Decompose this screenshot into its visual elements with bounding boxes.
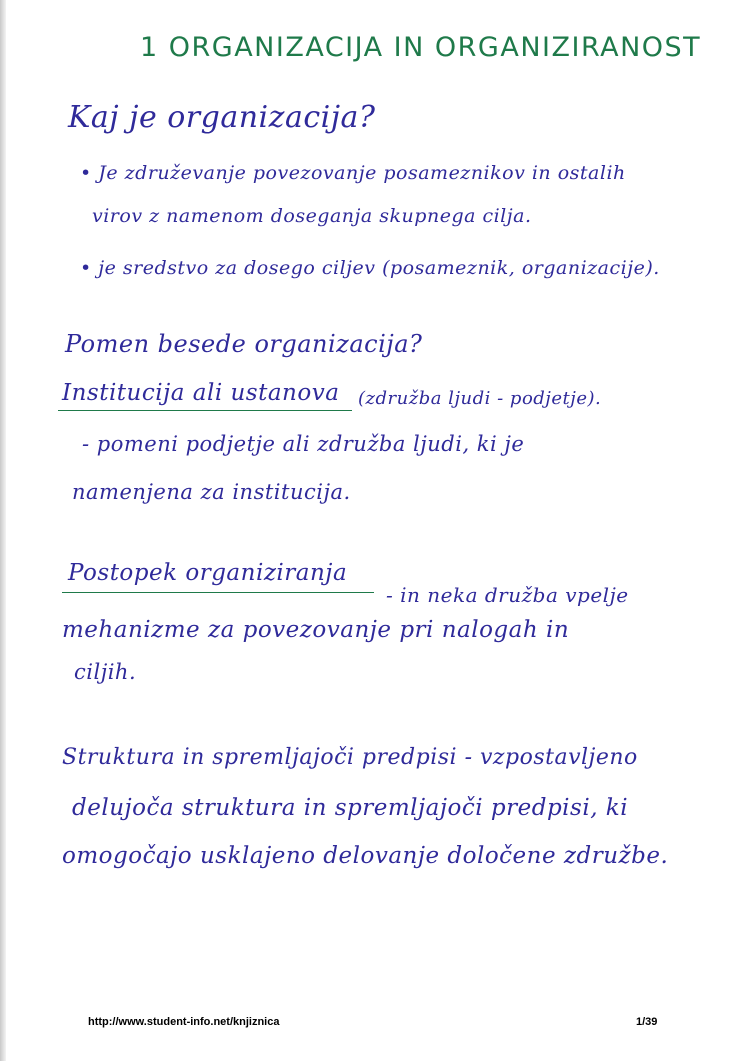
question-meaning-of-word: Pomen besede organizacija? (65, 330, 423, 358)
page-title: 1 ORGANIZACIJA IN ORGANIZIRANOST (140, 32, 702, 63)
postopek-line-2: ciljih. (74, 660, 137, 684)
struktura-line-2: delujoča struktura in spremljajoči predpisi, ki (72, 795, 629, 821)
postopek-line-1: mehanizme za povezovanje pri nalogah in (62, 617, 570, 643)
bullet-line-2: virov z namenom doseganja skupnega cilja. (92, 205, 532, 227)
scan-edge-shadow (0, 0, 6, 1061)
bullet-line-1: • Je združevanje povezovanje posameznikov in ostalih (80, 162, 626, 184)
struktura-line-1: Struktura in spremljajoči predpisi - vzpostavljeno (62, 745, 638, 770)
institucija-line-1: - pomeni podjetje ali združba ljudi, ki je (82, 432, 525, 456)
heading-institucija: Institucija ali ustanova (62, 380, 340, 406)
heading-postopek-underline (62, 592, 374, 593)
footer-url: http://www.student-info.net/knjiznica (88, 1016, 280, 1028)
heading-postopek: Postopek organiziranja (68, 560, 348, 586)
footer-page-number: 1/39 (636, 1016, 658, 1028)
struktura-line-3: omogočajo usklajeno delovanje določene združbe. (62, 843, 669, 869)
heading-institucija-underline (58, 410, 352, 411)
institucija-definition: (združba ljudi - podjetje). (358, 388, 602, 409)
institucija-line-2: namenjena za institucija. (72, 480, 351, 504)
postopek-definition: - in neka družba vpelje (386, 583, 629, 607)
question-what-is-organization: Kaj je organizacija? (68, 100, 376, 135)
bullet-line-3: • je sredstvo za dosego ciljev (posameznik, organizacije). (80, 257, 660, 279)
